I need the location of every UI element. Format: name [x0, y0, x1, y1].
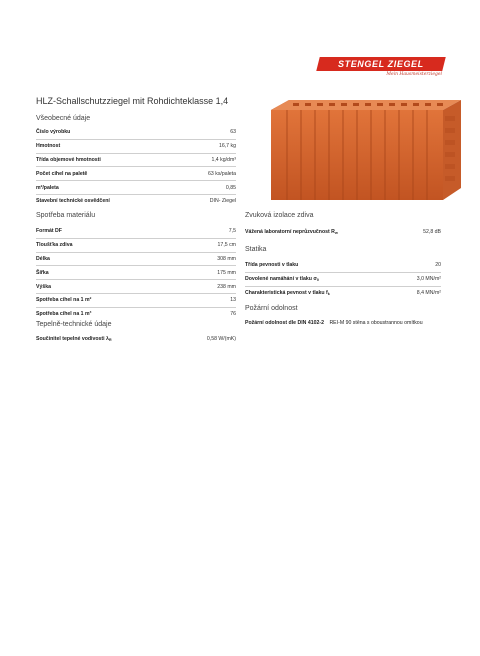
- row-value: 0,85: [225, 184, 236, 191]
- row-value: 13: [230, 297, 236, 304]
- row-label: [245, 229, 338, 235]
- row-value: REI-M 90 stěna s oboustrannou omítkou: [329, 320, 423, 326]
- table-row: [36, 225, 236, 239]
- row-label-text: Dovolené namáhání v tlaku σ: [245, 276, 317, 283]
- material-table: [36, 225, 236, 321]
- table-row: [245, 273, 441, 287]
- row-value: 238 mm: [217, 283, 236, 290]
- statics-table: [245, 259, 441, 299]
- row-label-subscript: R: [108, 338, 112, 343]
- row-label: Délka: [36, 255, 50, 262]
- row-label: Číslo výrobku: [36, 129, 71, 136]
- row-label: [245, 262, 298, 268]
- row-label: Požární odolnost dle DIN 4102-2: [245, 320, 324, 326]
- brand-name: STENGEL ZIEGEL: [338, 59, 424, 69]
- row-label: m²/paleta: [36, 184, 59, 191]
- row-label: Spotřeba cihel na 1 m³: [36, 311, 92, 318]
- brick-product-image: [265, 96, 465, 204]
- row-label-subscript: k: [327, 291, 330, 296]
- row-value: 1,4 kg/dm³: [211, 156, 236, 163]
- row-label-subscript: w: [334, 231, 338, 236]
- row-label: Spotřeba cihel na 1 m²: [36, 297, 92, 304]
- thermal-table: [36, 333, 236, 346]
- row-value: 308 mm: [217, 255, 236, 262]
- section-general-title: Všeobecné údaje: [36, 115, 91, 122]
- row-value: 76: [230, 311, 236, 318]
- row-value: 16,7 kg: [218, 143, 236, 150]
- section-statics-title: Statika: [245, 246, 267, 253]
- table-row: [245, 226, 441, 239]
- row-label: [245, 276, 319, 282]
- table-row: [36, 181, 236, 195]
- table-row: [36, 154, 236, 168]
- fire-row: [245, 320, 423, 326]
- sound-table: [245, 226, 441, 239]
- table-row: [36, 167, 236, 181]
- row-value: 17,5 cm: [217, 242, 236, 249]
- row-value: 0,58 W/(mK): [206, 336, 236, 343]
- row-label: Počet cihel na paletě: [36, 170, 88, 177]
- section-material-title: Spotřeba materiálu: [36, 212, 96, 219]
- row-value: 3,0 MN/m²: [416, 276, 441, 283]
- row-label-subscript: 0: [316, 278, 319, 283]
- table-row: [36, 195, 236, 208]
- section-fire-title: Požární odolnost: [245, 305, 298, 312]
- page-title: HLZ-Schallschutzziegel mit Rohdichteklasse 1,4: [36, 96, 229, 106]
- row-label-text: Vážená laboratorní neprůzvučnost R: [245, 229, 335, 236]
- brand-logo-bar: [316, 57, 445, 71]
- row-value: 175 mm: [217, 269, 236, 276]
- table-row: [36, 126, 236, 140]
- row-label: Formát DF: [36, 228, 62, 235]
- row-label: Stavební technické osvědčení: [36, 198, 110, 205]
- table-row: [36, 308, 236, 321]
- brand-logo: [318, 57, 444, 81]
- general-table: [36, 126, 236, 208]
- table-row: [36, 294, 236, 308]
- row-value: 20: [435, 262, 441, 269]
- row-value: DIN- Ziegel: [209, 198, 236, 205]
- row-value: 52,8 dB: [423, 229, 441, 236]
- row-label-text: Součinitel tepelné vodivosti λ: [36, 336, 109, 343]
- table-row: [36, 140, 236, 154]
- section-sound-title: Zvuková izolace zdiva: [245, 212, 314, 219]
- row-value: 63: [230, 129, 236, 136]
- row-label: Hmotnost: [36, 143, 61, 150]
- row-label: [245, 290, 330, 296]
- brand-tagline: Mein Hausmeisterziegel: [386, 72, 442, 77]
- row-label: Šířka: [36, 269, 49, 276]
- row-value: 7,5: [228, 228, 236, 235]
- table-row: [36, 266, 236, 280]
- section-thermal-title: Tepelně-technické údaje: [36, 321, 112, 328]
- row-value: 8,4 MN/m²: [416, 289, 441, 296]
- row-label: Výška: [36, 283, 52, 290]
- row-label: Tloušťka zdiva: [36, 242, 73, 249]
- row-label-text: Charakteristická pevnost v tlaku f: [245, 289, 328, 296]
- table-row: [245, 287, 441, 300]
- row-label-text: Třída pevnosti v tlaku: [245, 262, 299, 269]
- table-row: [36, 280, 236, 294]
- table-row: [36, 333, 236, 346]
- row-label: [36, 336, 112, 342]
- table-row: [36, 253, 236, 267]
- table-row: [36, 239, 236, 253]
- row-value: 63 ks/paleta: [208, 170, 236, 177]
- row-label: Třída objemové hmotnosti: [36, 156, 101, 163]
- table-row: [245, 259, 441, 273]
